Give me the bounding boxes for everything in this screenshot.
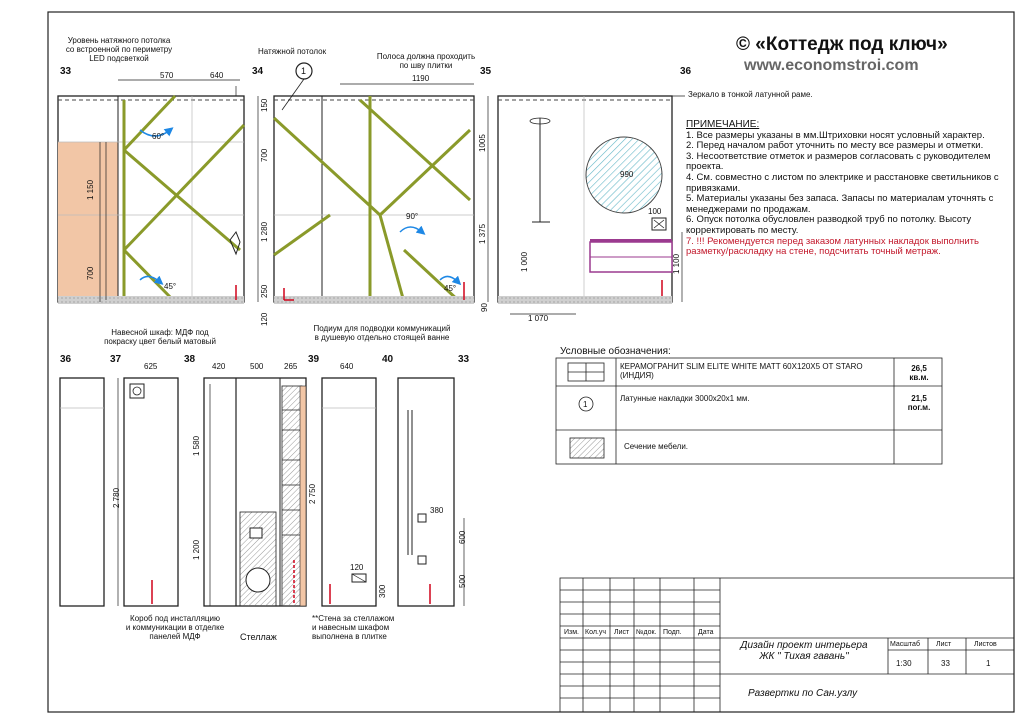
legend-row-text: Латунные накладки 3000х20х1 мм. bbox=[620, 394, 750, 403]
dim: 90 bbox=[480, 303, 489, 312]
dim: 1 100 bbox=[672, 253, 681, 274]
dim: 600 bbox=[458, 530, 467, 544]
label-box: Короб под инсталляцию и коммуникации в отделке панелей МДФ bbox=[125, 614, 225, 641]
elevation-number: 34 bbox=[252, 66, 264, 77]
dim: 640 bbox=[340, 362, 354, 371]
note-item: 5. Материалы указаны без запаса. Запасы по материалам уточнять с менеджерами по продажам. bbox=[686, 193, 994, 215]
dim: 420 bbox=[212, 362, 226, 371]
tb-scale-label: Масштаб bbox=[890, 641, 920, 648]
tb-col: Дата bbox=[698, 629, 714, 636]
dim: 2 780 bbox=[112, 487, 121, 508]
dim: 1 000 bbox=[520, 251, 529, 272]
dim: 500 bbox=[458, 574, 467, 588]
brand-title: © «Коттедж под ключ» bbox=[736, 34, 948, 55]
dim: 1 200 bbox=[192, 539, 201, 560]
label-podium: Подиум для подводки коммуникаций в душевую отдельно стоящей ванне bbox=[313, 324, 451, 342]
dim: 625 bbox=[144, 362, 158, 371]
dim: 700 bbox=[260, 148, 269, 162]
elevation-number: 35 bbox=[480, 66, 492, 77]
elevation-36-bottom bbox=[60, 378, 104, 606]
dim: 2 750 bbox=[308, 483, 317, 504]
dim: 90° bbox=[406, 212, 419, 221]
dim: 150 bbox=[260, 98, 269, 112]
dim: 570 bbox=[160, 71, 174, 80]
note-item: 4. См. совместно с листом по электрике и расстановке светильников с привязками. bbox=[686, 171, 999, 194]
fan-icon bbox=[130, 384, 144, 398]
dim: 640 bbox=[210, 71, 224, 80]
dim: 250 bbox=[260, 284, 269, 298]
brand-site[interactable]: www.economstroi.com bbox=[744, 57, 919, 74]
elevation-33-bottom bbox=[398, 378, 464, 606]
tb-col: Изм. bbox=[564, 629, 579, 636]
note-item: 3. Несоответствие отметок и размеров согласовать с руководителем проекта. bbox=[686, 150, 991, 173]
elevation-36-top bbox=[498, 96, 685, 304]
dim: 500 bbox=[250, 362, 264, 371]
shelving-unit bbox=[282, 386, 302, 606]
dim: 45° bbox=[444, 284, 457, 293]
tb-col: Кол.уч bbox=[585, 629, 606, 636]
dim: 1 150 bbox=[86, 179, 95, 200]
brass-strip bbox=[124, 125, 244, 250]
dim: 1 280 bbox=[260, 221, 269, 242]
legend-row-text: КЕРАМОГРАНИТ SLIM ELITE WHITE MATT 60X120X5 ОТ STARO (ИНДИЯ) bbox=[620, 362, 863, 380]
legend-row-qty: 26,5 кв.м. bbox=[909, 364, 929, 382]
dim: 380 bbox=[430, 506, 444, 515]
legend-row-qty: 21,5 пог.м. bbox=[907, 394, 931, 412]
dim: 120 bbox=[350, 563, 364, 572]
elevation-number: 39 bbox=[308, 354, 320, 365]
dim: 700 bbox=[86, 266, 95, 280]
brass-strip bbox=[404, 250, 460, 302]
note-item: 6. Опуск потолка обусловлен разводкой труб по потолку. Высоту корректировать по месту. bbox=[686, 214, 972, 236]
label-cabinet: Навесной шкаф: МДФ под покраску цвет белый матовый bbox=[104, 328, 216, 346]
label-ceiling: Натяжной потолок bbox=[258, 47, 327, 56]
label-shelf: Стеллаж bbox=[240, 632, 277, 642]
brass-strip bbox=[380, 130, 470, 215]
dim: 1005 bbox=[478, 134, 487, 152]
tb-col: №док. bbox=[636, 629, 657, 636]
tb-project: Дизайн проект интерьера ЖК " Тихая гавань" bbox=[740, 640, 868, 662]
elevation-38 bbox=[204, 378, 306, 606]
tb-sheet: 33 bbox=[941, 659, 950, 668]
dim: 990 bbox=[620, 170, 634, 179]
marker-1-label: 1 bbox=[301, 66, 307, 76]
label-mirror: Зеркало в тонкой латунной раме. bbox=[688, 90, 813, 99]
elevation-number: 38 bbox=[184, 354, 196, 365]
label-strip: Полоса должна проходить по шву плитки bbox=[376, 52, 476, 70]
dim: 1190 bbox=[412, 74, 430, 83]
elevation-number: 33 bbox=[60, 66, 72, 77]
note-warning: 7. !!! Рекомендуется перед заказом латунных накладок выполнить разметку/раскладку на стене, подсчитать точный метраж. bbox=[686, 235, 979, 258]
legend-title: Условные обозначения: bbox=[560, 346, 671, 357]
tb-sheets-label: Листов bbox=[974, 641, 997, 648]
dim: 120 bbox=[260, 312, 269, 326]
dim: 100 bbox=[648, 207, 662, 216]
toilet-icon bbox=[246, 568, 270, 592]
notes-heading: ПРИМЕЧАНИЕ: bbox=[686, 119, 760, 130]
brass-strip bbox=[380, 215, 404, 302]
dim: 300 bbox=[378, 584, 387, 598]
legend-row-symbol: 1 bbox=[583, 400, 588, 409]
brass-strip bbox=[124, 150, 240, 250]
tb-col: Подп. bbox=[663, 629, 682, 636]
dim: 1 375 bbox=[478, 223, 487, 244]
label-wall: **Стена за стеллажом и навесным шкафом выполнена в плитке bbox=[312, 614, 395, 641]
dim: 265 bbox=[284, 362, 298, 371]
dim: 45° bbox=[164, 282, 177, 291]
tb-scale: 1:30 bbox=[896, 659, 912, 668]
dim: 60° bbox=[152, 132, 165, 141]
elevation-number: 36 bbox=[60, 354, 72, 365]
elevation-number: 33 bbox=[458, 354, 470, 365]
notes-block bbox=[686, 120, 1016, 258]
legend-row-text: Сечение мебели. bbox=[624, 442, 689, 451]
note-item: 2. Перед началом работ уточнить по месту все размеры и отметки. bbox=[686, 140, 984, 152]
elevation-number: 37 bbox=[110, 354, 122, 365]
tb-drawing-name: Развертки по Сан.узлу bbox=[748, 688, 858, 699]
tb-sheets: 1 bbox=[986, 659, 991, 668]
dim: 1 070 bbox=[528, 314, 549, 323]
tb-col: Лист bbox=[614, 629, 630, 636]
elevation-40 bbox=[322, 378, 376, 606]
brass-strip bbox=[274, 118, 380, 215]
brass-strip bbox=[360, 100, 470, 200]
elevation-34 bbox=[274, 63, 474, 304]
dim: 1 580 bbox=[192, 435, 201, 456]
elevation-number: 36 bbox=[680, 66, 692, 77]
note-item: 1. Все размеры указаны в мм.Штриховки носят условный характер. bbox=[686, 129, 985, 141]
tb-sheet-label: Лист bbox=[936, 641, 952, 648]
elevation-37 bbox=[118, 378, 178, 606]
elevation-number: 40 bbox=[382, 354, 394, 365]
label-ceiling-led: Уровень натяжного потолка со встроенной по периметру LED подсветкой bbox=[65, 36, 173, 63]
